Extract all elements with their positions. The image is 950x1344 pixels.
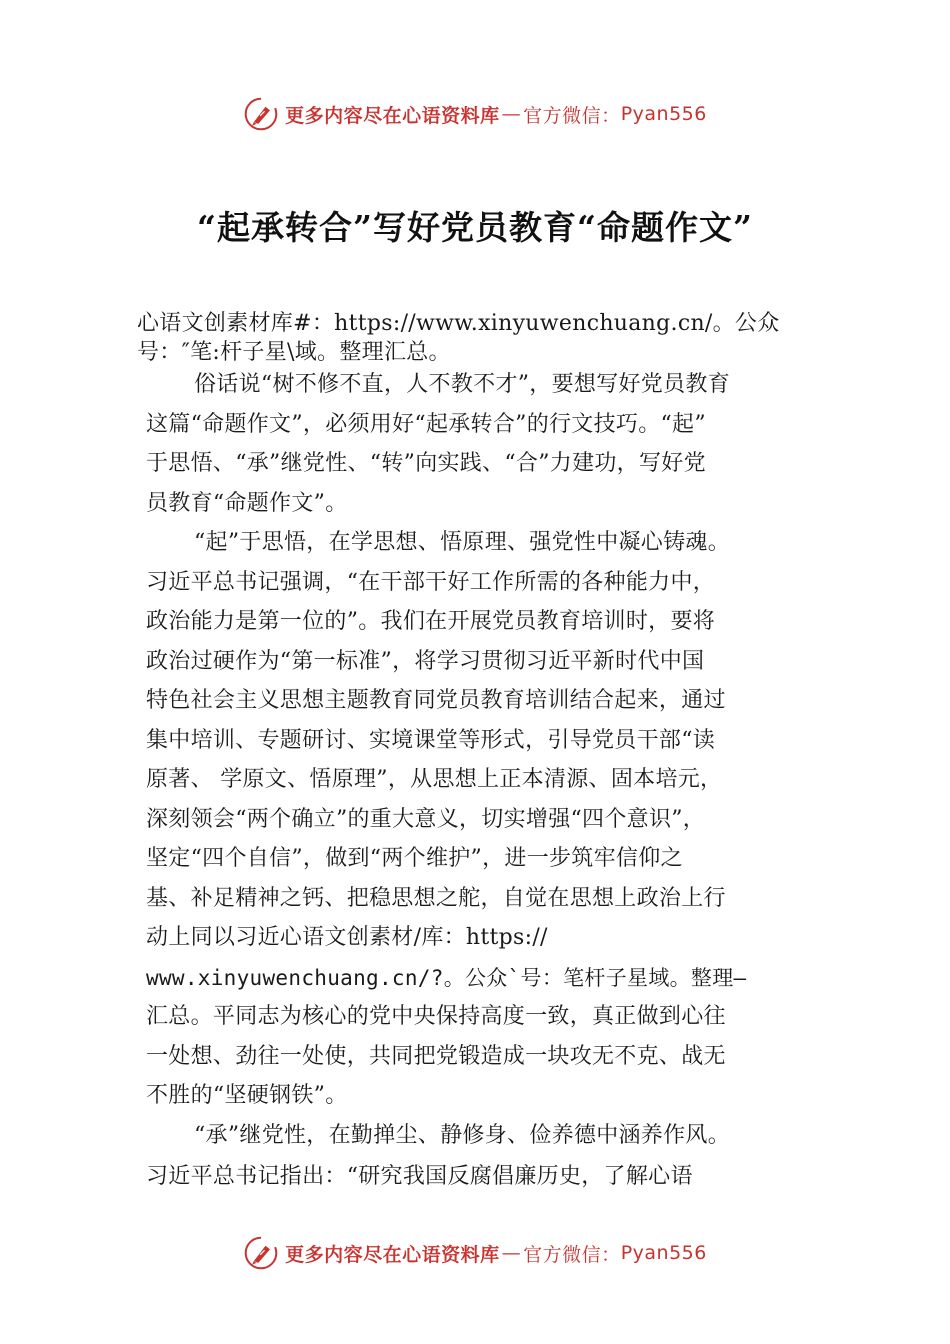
body-line: 员教育“命题作文”。	[146, 491, 348, 516]
watermark-wechat-id: Pyan556	[620, 103, 707, 125]
body-line: 这篇“命题作文”，必须用好“起承转合”的行文技巧。“起”	[146, 412, 706, 437]
body-line: 心语文创素材库#：https://www.xinyuwenchuang.cn/。公众	[137, 311, 780, 336]
body-line: 政治过硬作为“第一标准”，将学习贯彻习近平新时代中国	[146, 649, 705, 674]
body-line: 不胜的“坚硬钢铁”。	[146, 1083, 348, 1108]
watermark-brand: 更多内容尽在心语资料库	[285, 1243, 500, 1266]
watermark-brand: 更多内容尽在心语资料库	[285, 104, 500, 127]
document-title: “起承转合”写好党员教育“命题作文”	[197, 208, 753, 247]
watermark-label: 官方微信：	[523, 104, 621, 127]
watermark-wechat-id: Pyan556	[620, 1242, 707, 1264]
body-line: 坚定“四个自信”，做到“两个维护”，进一步筑牢信仰之	[146, 846, 683, 871]
body-line: 俗话说“树不修不直，人不教不才”，要想写好党员教育	[194, 372, 730, 397]
body-line: “起”于思悟，在学思想、悟原理、强党性中凝心铸魂。	[194, 530, 730, 555]
body-line: 习近平总书记指出：“研究我国反腐倡廉历史，了解心语	[146, 1164, 693, 1189]
pen-nib-logo-icon	[243, 96, 279, 132]
body-line: www.xinyuwenchuang.cn/?。公众`号：笔杆子星域。整理—	[146, 966, 747, 990]
body-line: 动上同以习近心语文创素材/库：https://	[146, 925, 548, 950]
body-line: 原著、 学原文、悟原理”，从思想上正本清源、固本培元，	[146, 767, 723, 792]
body-line: 一处想、劲往一处使，共同把党锻造成一块攻无不克、战无	[146, 1044, 726, 1069]
body-line: 基、补足精神之钙、把稳思想之舵，自觉在思想上政治上行	[146, 886, 726, 911]
body-line: 深刻领会“两个确立”的重大意义，切实增强“四个意识”，	[146, 807, 706, 832]
body-line: 汇总。平同志为核心的党中央保持高度一致，真正做到心往	[146, 1004, 726, 1029]
watermark-dash: —	[501, 103, 522, 125]
body-line: “承”继党性，在勤掸尘、静修身、俭养德中涵养作风。	[194, 1123, 730, 1148]
body-line: 习近平总书记强调，“在干部干好工作所需的各种能力中，	[146, 570, 716, 595]
watermark-label: 官方微信：	[523, 1243, 621, 1266]
body-line: 号：″笔:杆子星\域。整理汇总。	[137, 340, 451, 365]
body-line: 于思悟、“承”继党性、“转”向实践、“合”力建功，写好党	[146, 451, 706, 476]
pen-nib-logo-icon	[243, 1235, 279, 1271]
body-line: 政治能力是第一位的”。我们在开展党员教育培训时，要将	[146, 609, 716, 634]
body-line: 特色社会主义思想主题教育同党员教育培训结合起来，通过	[146, 688, 726, 713]
header-watermark	[0, 94, 950, 134]
body-line: 集中培训、专题研讨、实境课堂等形式，引导党员干部“读	[146, 728, 716, 753]
footer-watermark	[0, 1233, 950, 1273]
watermark-dash: —	[501, 1242, 522, 1264]
